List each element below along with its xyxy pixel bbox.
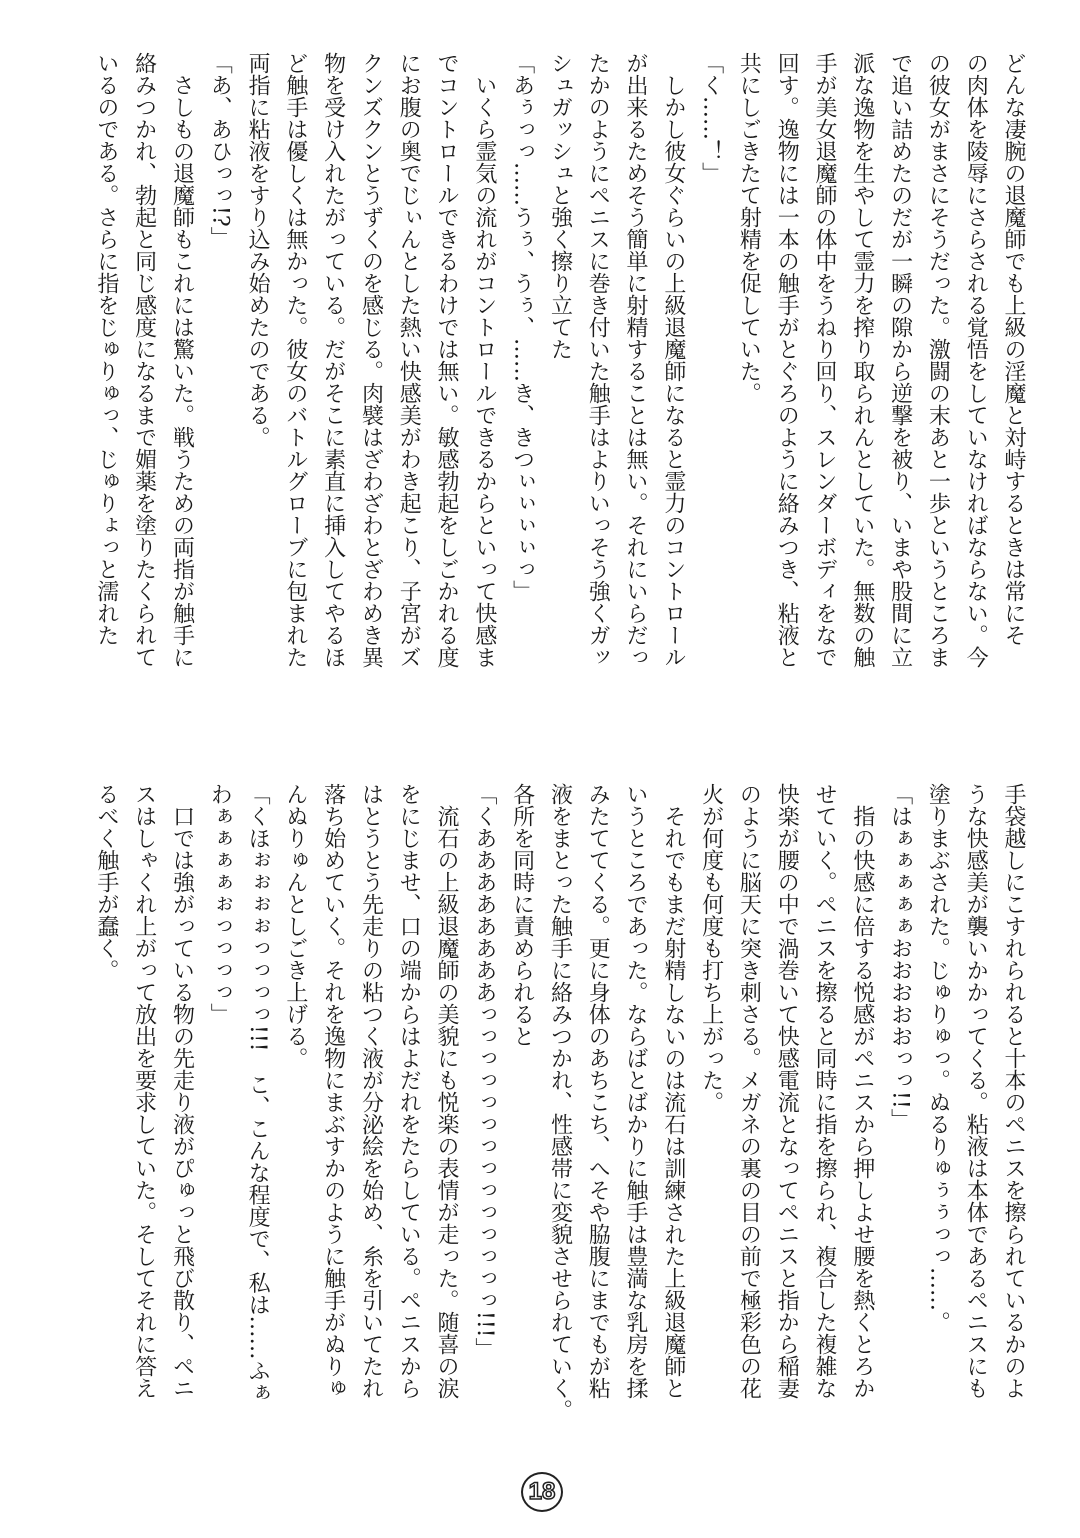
text-column: 快楽が腰の中で渦巻いて快感電流となってペニスと指から稲妻	[774, 783, 800, 1399]
text-column: のように脳天に突き刺さる。メガネの裏の目の前で極彩色の花	[736, 783, 762, 1399]
text-column: いうところであった。ならばとばかりに触手は豊満な乳房を揉	[623, 783, 649, 1399]
text-column: の肉体を陵辱にさらされる覚悟をしていなければならない。今	[963, 52, 989, 668]
text-column: 両指に粘液をすり込み始めたのである。	[245, 52, 271, 448]
text-column: 「くああああああああっっっっっっっっっっっっっっ!!!」	[471, 783, 497, 1360]
text-column: 物を受け入れたがっている。だがそこに素直に挿入してやるほ	[320, 52, 346, 668]
text-column: んぬりゅんとしごき上げる。	[282, 783, 308, 1069]
text-column: 指の快感に倍する悦感がペニスから押しよせ腰を熱くとろか	[849, 783, 875, 1399]
text-column: みたててくる。更に身体のあちこち、へそや脇腹にまでもが粘	[585, 783, 611, 1399]
text-column: 絡みつかれ、勃起と同じ感度になるまで媚薬を塗りたくられて	[131, 52, 157, 668]
text-column: 共にしごきたて射精を促していた。	[736, 52, 762, 404]
text-column: せていく。ペニスを擦ると同時に指を擦られ、複合した複雑な	[812, 783, 838, 1399]
text-column: 口では強がっている物の先走り液がぴゅっと飛び散り、ペニ	[169, 783, 195, 1399]
text-column: にお腹の奥でじぃんとした熱い快感美がわき起こり、子宮がズ	[396, 52, 422, 668]
text-column: うな快感美が襲いかかってくる。粘液は本体であるペニスにも	[963, 783, 989, 1399]
text-column: 「くほぉぉぉぉっっっっ!!! こ、こんな程度で、私は……ふぁ	[245, 783, 271, 1404]
text-column: シュガッシュと強く擦り立てた	[547, 52, 573, 360]
text-column: ど触手は優しくは無かった。彼女のバトルグローブに包まれた	[282, 52, 308, 668]
text-column: たかのようにペニスに巻き付いた触手はよりいっそう強くガッ	[585, 52, 611, 668]
text-column: スはしゃくれ上がって放出を要求していた。そしてそれに答え	[131, 783, 157, 1399]
text-column: でコントロールできるわけでは無い。敏感勃起をしごかれる度	[434, 52, 460, 668]
text-column: 「はぁぁぁぁぁおおおおおっっ!!」	[887, 783, 913, 1131]
text-column: 「く……！」	[698, 52, 724, 184]
text-block-bottom	[87, 783, 1032, 1433]
text-column: 「あぅっっ……うぅ、うぅ、……き、きつぃぃぃぃっ」	[509, 52, 535, 602]
text-column: るべく触手が蠢く。	[93, 783, 119, 981]
text-column: さしもの退魔師もこれには驚いた。戦うための両指が触手に	[169, 52, 195, 668]
text-column: 火が何度も何度も打ち上がった。	[698, 783, 724, 1113]
text-column: 手袋越しにこすれられると十本のペニスを擦られているかのよ	[1001, 783, 1026, 1399]
text-column: それでもまだ射精しないのは流石は訓練された上級退魔師と	[660, 783, 686, 1399]
text-column: いるのである。さらに指をじゅりゅっ、じゅりょっと濡れた	[93, 52, 119, 646]
text-column: で追い詰めたのだが一瞬の隙から逆撃を被り、いまや股間に立	[887, 52, 913, 668]
text-column: 各所を同時に責められると	[509, 783, 535, 1047]
text-column: 流石の上級退魔師の美貌にも悦楽の表情が走った。随喜の涙	[434, 783, 460, 1399]
text-column: どんな凄腕の退魔師でも上級の淫魔と対峙するときは常にそ	[1001, 52, 1026, 646]
text-column: クンズクンとうずくのを感じる。肉襞はざわざわとざわめき異	[358, 52, 384, 668]
text-column: 塗りまぶされた。じゅりゅっ。ぬるりゅぅぅっっ……。	[925, 783, 951, 1333]
page-number: 18	[521, 1472, 563, 1512]
text-column: が出来るためそう簡単に射精することは無い。それにいらだっ	[623, 52, 649, 668]
text-column: 回す。逸物には一本の触手がとぐろのように絡みつき、粘液と	[774, 52, 800, 668]
text-block-top	[87, 52, 1032, 702]
text-column: いくら霊気の流れがコントロールできるからといって快感ま	[471, 52, 497, 668]
text-column: しかし彼女ぐらいの上級退魔師になると霊力のコントロール	[660, 52, 686, 668]
text-column: わぁぁぁぁぉっっっっ」	[207, 783, 233, 1025]
text-column: 液をまとった触手に絡みつかれ、性感帯に変貌させられていく。	[547, 783, 573, 1421]
text-column: 手が美女退魔師の体中をうねり回り、スレンダーボディをなで	[812, 52, 838, 668]
text-column: 落ち始めていく。それを逸物にまぶすかのように触手がぬりゅ	[320, 783, 346, 1399]
text-column: 「あ、あひっっ!?」	[207, 52, 233, 249]
text-column: はとうとう先走りの粘つく液が分泌絵を始め、糸を引いてたれ	[358, 783, 384, 1399]
text-column: 派な逸物を生やして霊力を搾り取られんとしていた。無数の触	[849, 52, 875, 668]
text-column: をにじませ、口の端からはよだれをたらしている。ペニスから	[396, 783, 422, 1399]
text-column: の彼女がまさにそうだった。激闘の末あと一歩というところま	[925, 52, 951, 668]
